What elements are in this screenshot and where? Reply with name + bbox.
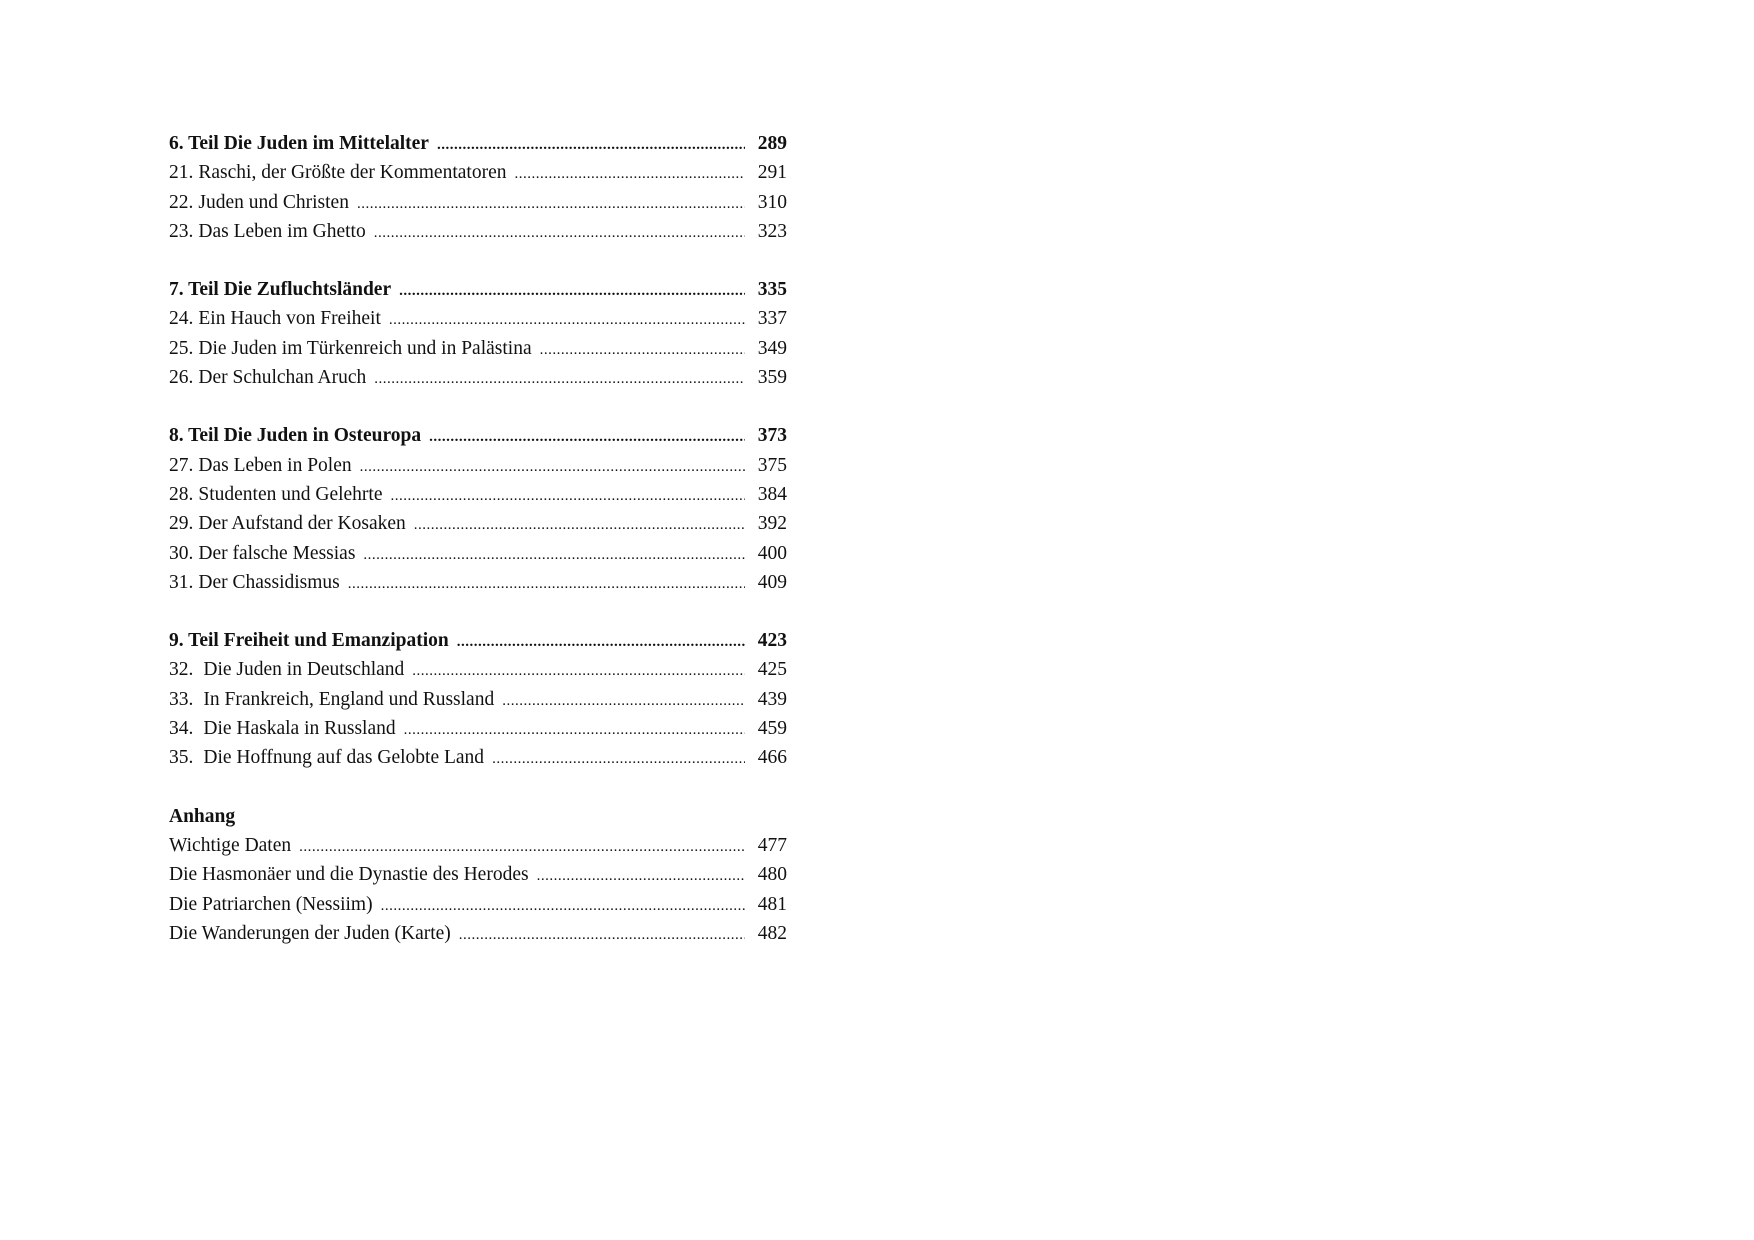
dot-leader — [374, 219, 745, 246]
toc-entry-number: 30. — [169, 542, 194, 564]
dot-leader — [381, 892, 745, 919]
toc-entry-title: In Frankreich, England und Russland — [203, 688, 495, 710]
toc-heading-label: 8. Teil Die Juden in Osteuropa — [169, 425, 422, 447]
toc-page-number: 291 — [757, 162, 787, 184]
toc-heading-label: 7. Teil Die Zufluchtsländer — [169, 279, 392, 301]
toc-entry-title: Die Patriarchen (Nessiim) — [169, 893, 373, 915]
toc-entry-title: Die Juden in Deutschland — [203, 659, 405, 681]
toc-page-number: 359 — [757, 367, 787, 389]
toc-entry-number: 27. — [169, 454, 194, 476]
toc-entry — [169, 539, 787, 568]
dot-leader — [374, 365, 745, 392]
toc-entry — [169, 655, 787, 684]
toc-entry-number: 24. — [169, 308, 194, 330]
toc-heading-label: 9. Teil Freiheit und Emanzipation — [169, 630, 449, 652]
dot-leader — [414, 511, 745, 538]
toc-entry — [169, 188, 787, 217]
dot-leader — [540, 336, 745, 363]
dot-leader — [357, 190, 745, 217]
dot-leader — [457, 628, 745, 655]
dot-leader — [502, 687, 745, 714]
toc-entry-title: Der Schulchan Aruch — [198, 367, 367, 389]
toc-entry-number: 23. — [169, 220, 194, 242]
toc-page-number: 439 — [757, 688, 787, 710]
toc-entry — [169, 714, 787, 743]
toc-entry-title: Die Wanderungen der Juden (Karte) — [169, 922, 451, 944]
toc-page-number: 425 — [757, 659, 787, 681]
toc-page-number: 323 — [757, 220, 787, 242]
toc-entry — [169, 363, 787, 392]
toc-page-number: 392 — [757, 513, 787, 535]
dot-leader — [348, 570, 745, 597]
toc-entry-title: Der falsche Messias — [198, 542, 356, 564]
toc-heading-row — [169, 129, 787, 158]
toc-entry-number: 32. — [169, 659, 194, 681]
toc-page-number: 337 — [757, 308, 787, 330]
toc-entry — [169, 568, 787, 597]
dot-leader — [360, 453, 745, 480]
toc-entry — [169, 919, 787, 948]
toc-page-number: 477 — [757, 834, 787, 856]
toc-page-number: 289 — [757, 133, 787, 154]
toc-section-7 — [169, 275, 787, 392]
dot-leader — [412, 657, 745, 684]
toc-entry-number: 31. — [169, 571, 194, 593]
toc-heading-label: Anhang — [169, 805, 236, 827]
toc-section-6 — [169, 129, 787, 246]
dot-leader — [437, 131, 745, 158]
toc-heading-row — [169, 275, 787, 304]
toc-page-number: 481 — [757, 893, 787, 915]
dot-leader — [389, 306, 745, 333]
toc-entry-number: 26. — [169, 367, 194, 389]
toc-entry-title: Wichtige Daten — [169, 834, 292, 856]
toc-entry — [169, 890, 787, 919]
toc-entry-title: Raschi, der Größte der Kommentatoren — [198, 162, 507, 184]
dot-leader — [492, 745, 745, 772]
dot-leader — [404, 716, 745, 743]
dot-leader — [514, 160, 745, 187]
toc-page-number: 373 — [757, 425, 787, 447]
toc-section-9 — [169, 626, 787, 772]
toc-entry-title: Die Hoffnung auf das Gelobte Land — [203, 747, 485, 769]
toc-entry-number: 22. — [169, 191, 194, 213]
toc-page-number: 375 — [757, 454, 787, 476]
toc-page-number: 310 — [757, 191, 787, 213]
toc-page-number: 459 — [757, 718, 787, 740]
toc-entry — [169, 304, 787, 333]
toc-entry-number: 28. — [169, 483, 194, 505]
toc-heading-row — [169, 626, 787, 655]
toc-entry — [169, 451, 787, 480]
toc-page-number: 423 — [757, 630, 787, 652]
dot-leader — [363, 541, 745, 568]
toc-entry-title: Die Juden im Türkenreich und in Palästina — [198, 337, 532, 359]
dot-leader — [429, 423, 745, 450]
toc-entry-number: 34. — [169, 718, 194, 740]
toc-page-number: 466 — [757, 747, 787, 769]
toc-entry-title: Das Leben im Ghetto — [198, 220, 366, 242]
toc-heading-label: 6. Teil Die Juden im Mittelalter — [169, 133, 429, 154]
toc-heading-row — [169, 802, 787, 831]
toc-entry-number: 25. — [169, 337, 194, 359]
table-of-contents — [169, 129, 787, 977]
dot-leader — [537, 862, 745, 889]
toc-entry — [169, 334, 787, 363]
toc-entry — [169, 831, 787, 860]
toc-section-appendix — [169, 802, 787, 948]
toc-entry-title: Studenten und Gelehrte — [198, 483, 383, 505]
toc-entry — [169, 743, 787, 772]
toc-entry-title: Ein Hauch von Freiheit — [198, 308, 381, 330]
dot-leader — [399, 277, 745, 304]
toc-entry — [169, 860, 787, 889]
toc-entry — [169, 685, 787, 714]
toc-entry — [169, 217, 787, 246]
toc-entry-title: Juden und Christen — [198, 191, 349, 213]
dot-leader — [459, 921, 745, 948]
toc-entry — [169, 158, 787, 187]
dot-leader — [299, 833, 745, 860]
dot-leader — [391, 482, 746, 509]
toc-entry-number: 29. — [169, 513, 194, 535]
toc-entry-title: Der Chassidismus — [198, 571, 340, 593]
toc-entry-number: 33. — [169, 688, 194, 710]
toc-page-number: 384 — [757, 483, 787, 505]
toc-heading-row — [169, 421, 787, 450]
toc-page-number: 349 — [757, 337, 787, 359]
toc-page-number: 335 — [757, 279, 787, 301]
toc-entry-title: Das Leben in Polen — [198, 454, 352, 476]
toc-entry-title: Die Haskala in Russland — [203, 718, 396, 740]
toc-entry — [169, 509, 787, 538]
toc-section-8 — [169, 421, 787, 597]
toc-entry-title: Der Aufstand der Kosaken — [198, 513, 406, 535]
toc-entry — [169, 480, 787, 509]
toc-entry-number: 21. — [169, 162, 194, 184]
toc-page-number: 409 — [757, 571, 787, 593]
toc-page-number: 480 — [757, 864, 787, 886]
toc-page-number: 482 — [757, 922, 787, 944]
toc-entry-title: Die Hasmonäer und die Dynastie des Herodes — [169, 864, 529, 886]
toc-page-number: 400 — [757, 542, 787, 564]
toc-entry-number: 35. — [169, 747, 194, 769]
